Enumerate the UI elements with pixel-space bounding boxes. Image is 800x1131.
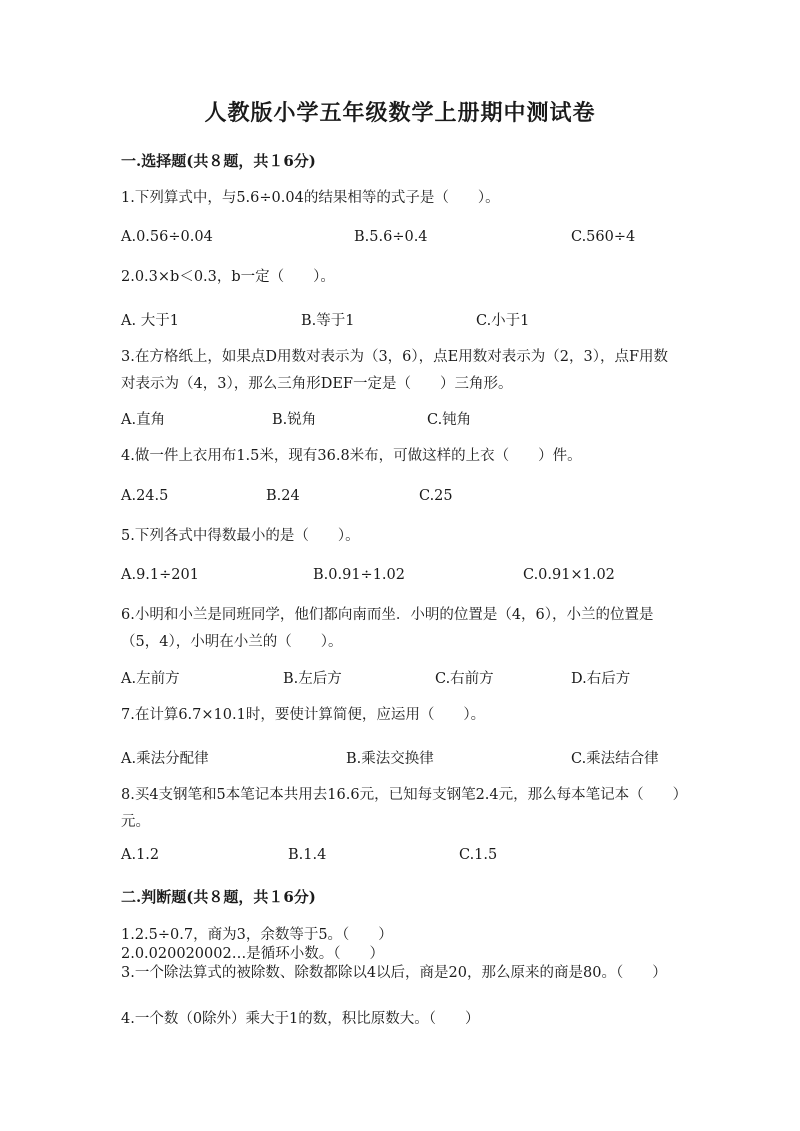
option-c: C.乘法结合律: [571, 751, 659, 767]
section-heading-choice: 一.选择题(共８题，共１6分): [121, 152, 316, 170]
options-q8: [121, 847, 681, 869]
option-c: C.25: [419, 488, 453, 504]
options-q3: [121, 408, 681, 430]
question-7: 7.在计算6.7×10.1时，要使计算简便，应运用（ ）。: [121, 707, 486, 723]
options-q6: [121, 667, 681, 689]
option-b: B.5.6÷0.4: [354, 229, 428, 245]
option-b: B.乘法交换律: [346, 751, 434, 767]
option-c: C.钝角: [427, 412, 472, 428]
option-a: A.左前方: [121, 671, 180, 687]
judgment-question-3: 3.一个除法算式的被除数、除数都除以4以后，商是20，那么原来的商是80。（ ）: [121, 965, 667, 981]
options-q5: [121, 567, 681, 589]
question-1: 1.下列算式中，与5.6÷0.04的结果相等的式子是（ ）。: [121, 190, 500, 206]
option-b: B.0.91÷1.02: [313, 567, 405, 583]
option-a: A. 大于1: [121, 313, 179, 329]
option-a: A.0.56÷0.04: [121, 229, 213, 245]
option-b: B.1.4: [288, 847, 327, 863]
option-a: A.24.5: [121, 488, 169, 504]
option-d: D.右后方: [571, 671, 631, 687]
option-c: C.0.91×1.02: [523, 567, 615, 583]
option-c: C.1.5: [459, 847, 498, 863]
options-q7: [121, 747, 681, 769]
option-b: B.锐角: [272, 412, 317, 428]
option-c: C.小于1: [476, 313, 530, 329]
option-a: A.乘法分配律: [121, 751, 209, 767]
option-a: A.9.1÷201: [121, 567, 199, 583]
question-4: 4.做一件上衣用布1.5米，现有36.8米布，可做这样的上衣（ ）件。: [121, 448, 582, 464]
question-5: 5.下列各式中得数最小的是（ ）。: [121, 528, 360, 544]
question-8: 8.买4支钢笔和5本笔记本共用去16.6元，已知每支钢笔2.4元，那么每本笔记本（ ）元。: [121, 787, 680, 830]
question-3: 3.在方格纸上，如果点D用数对表示为（3，6），点E用数对表示为（2，3），点F用数对表示为（4，3），那么三角形DEF一定是（ ）三角形。: [121, 349, 669, 392]
option-b: B.左后方: [283, 671, 342, 687]
option-b: B.等于1: [301, 313, 355, 329]
options-q1: [121, 229, 681, 251]
option-c: C.560÷4: [571, 229, 636, 245]
option-a: A.1.2: [121, 847, 160, 863]
question-2: 2.0.3×b＜0.3，b一定（ ）。: [121, 269, 335, 285]
option-a: A.直角: [121, 412, 166, 428]
judgment-question-4: 4.一个数（0除外）乘大于1的数，积比原数大。（ ）: [121, 1011, 480, 1027]
section-heading-judgment: 二.判断题(共８题，共１6分): [121, 888, 316, 906]
options-q2: [121, 309, 681, 331]
question-6: 6.小明和小兰是同班同学，他们都向南而坐．小明的位置是（4，6），小兰的位置是（5，4），小明在小兰的（ ）。: [121, 607, 654, 650]
page-title: 人教版小学五年级数学上册期中测试卷: [204, 100, 596, 126]
option-b: B.24: [266, 488, 300, 504]
option-c: C.右前方: [435, 671, 494, 687]
options-q4: [121, 488, 681, 510]
judgment-question-2: 2.0.020020002…是循环小数。（ ）: [121, 946, 384, 962]
judgment-question-1: 1.2.5÷0.7，商为3，余数等于5。（ ）: [121, 927, 393, 943]
